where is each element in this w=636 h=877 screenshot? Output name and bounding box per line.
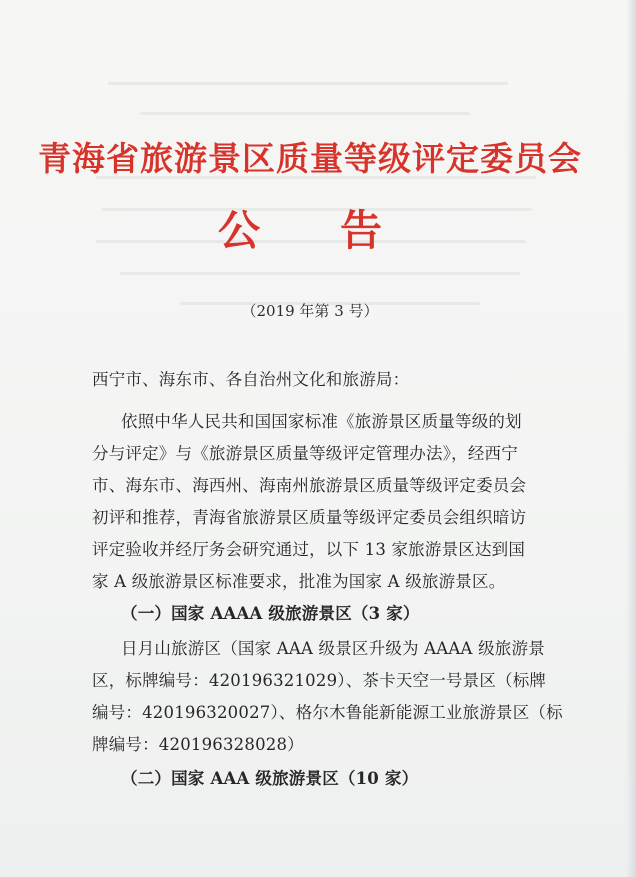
show-through-line (102, 208, 532, 211)
heading-char-2: 告 (340, 206, 383, 255)
section1-line: 区，标牌编号：420196321029）、茶卡天空一号景区（标牌 (92, 671, 547, 690)
section-heading-aaaa: （一）国家 AAAA 级旅游景区（3 家） (121, 604, 420, 623)
document-number: （2019 年第 3 号） (241, 302, 379, 320)
paragraph-line: 家 A 级旅游景区标准要求，批准为国家 A 级旅游景区。 (92, 572, 506, 591)
paragraph-line: 评定验收并经厅务会研究通过，以下 13 家旅游景区达到国 (92, 540, 526, 559)
show-through-line (120, 272, 520, 275)
addressee: 西宁市、海东市、各自治州文化和旅游局： (92, 370, 410, 389)
section1-line: 日月山旅游区（国家 AAA 级景区升级为 AAAA 级旅游景 (121, 639, 545, 658)
paragraph-line: 分与评定》与《旅游景区质量等级评定管理办法》，经西宁 (92, 444, 518, 463)
paragraph-line: 初评和推荐，青海省旅游景区质量等级评定委员会组织暗访 (92, 508, 527, 527)
section1-line: 编号：420196320027）、格尔木鲁能新能源工业旅游景区（标 (92, 703, 563, 722)
show-through-line (96, 240, 526, 243)
issuer-title: 青海省旅游景区质量等级评定委员会 (38, 139, 582, 178)
show-through-line (108, 82, 508, 85)
paragraph-line: 市、海东市、海西州、海南州旅游景区质量等级评定委员会 (92, 476, 527, 495)
section-heading-aaa: （二）国家 AAA 级旅游景区（10 家） (121, 769, 419, 788)
heading-char-1: 公 (218, 206, 261, 255)
paragraph-line: 依照中华人民共和国国家标准《旅游景区质量等级的划 (121, 412, 522, 431)
page-edge-shadow (626, 0, 636, 877)
show-through-line (140, 112, 470, 115)
section1-line: 牌编号：420196328028） (92, 735, 304, 754)
